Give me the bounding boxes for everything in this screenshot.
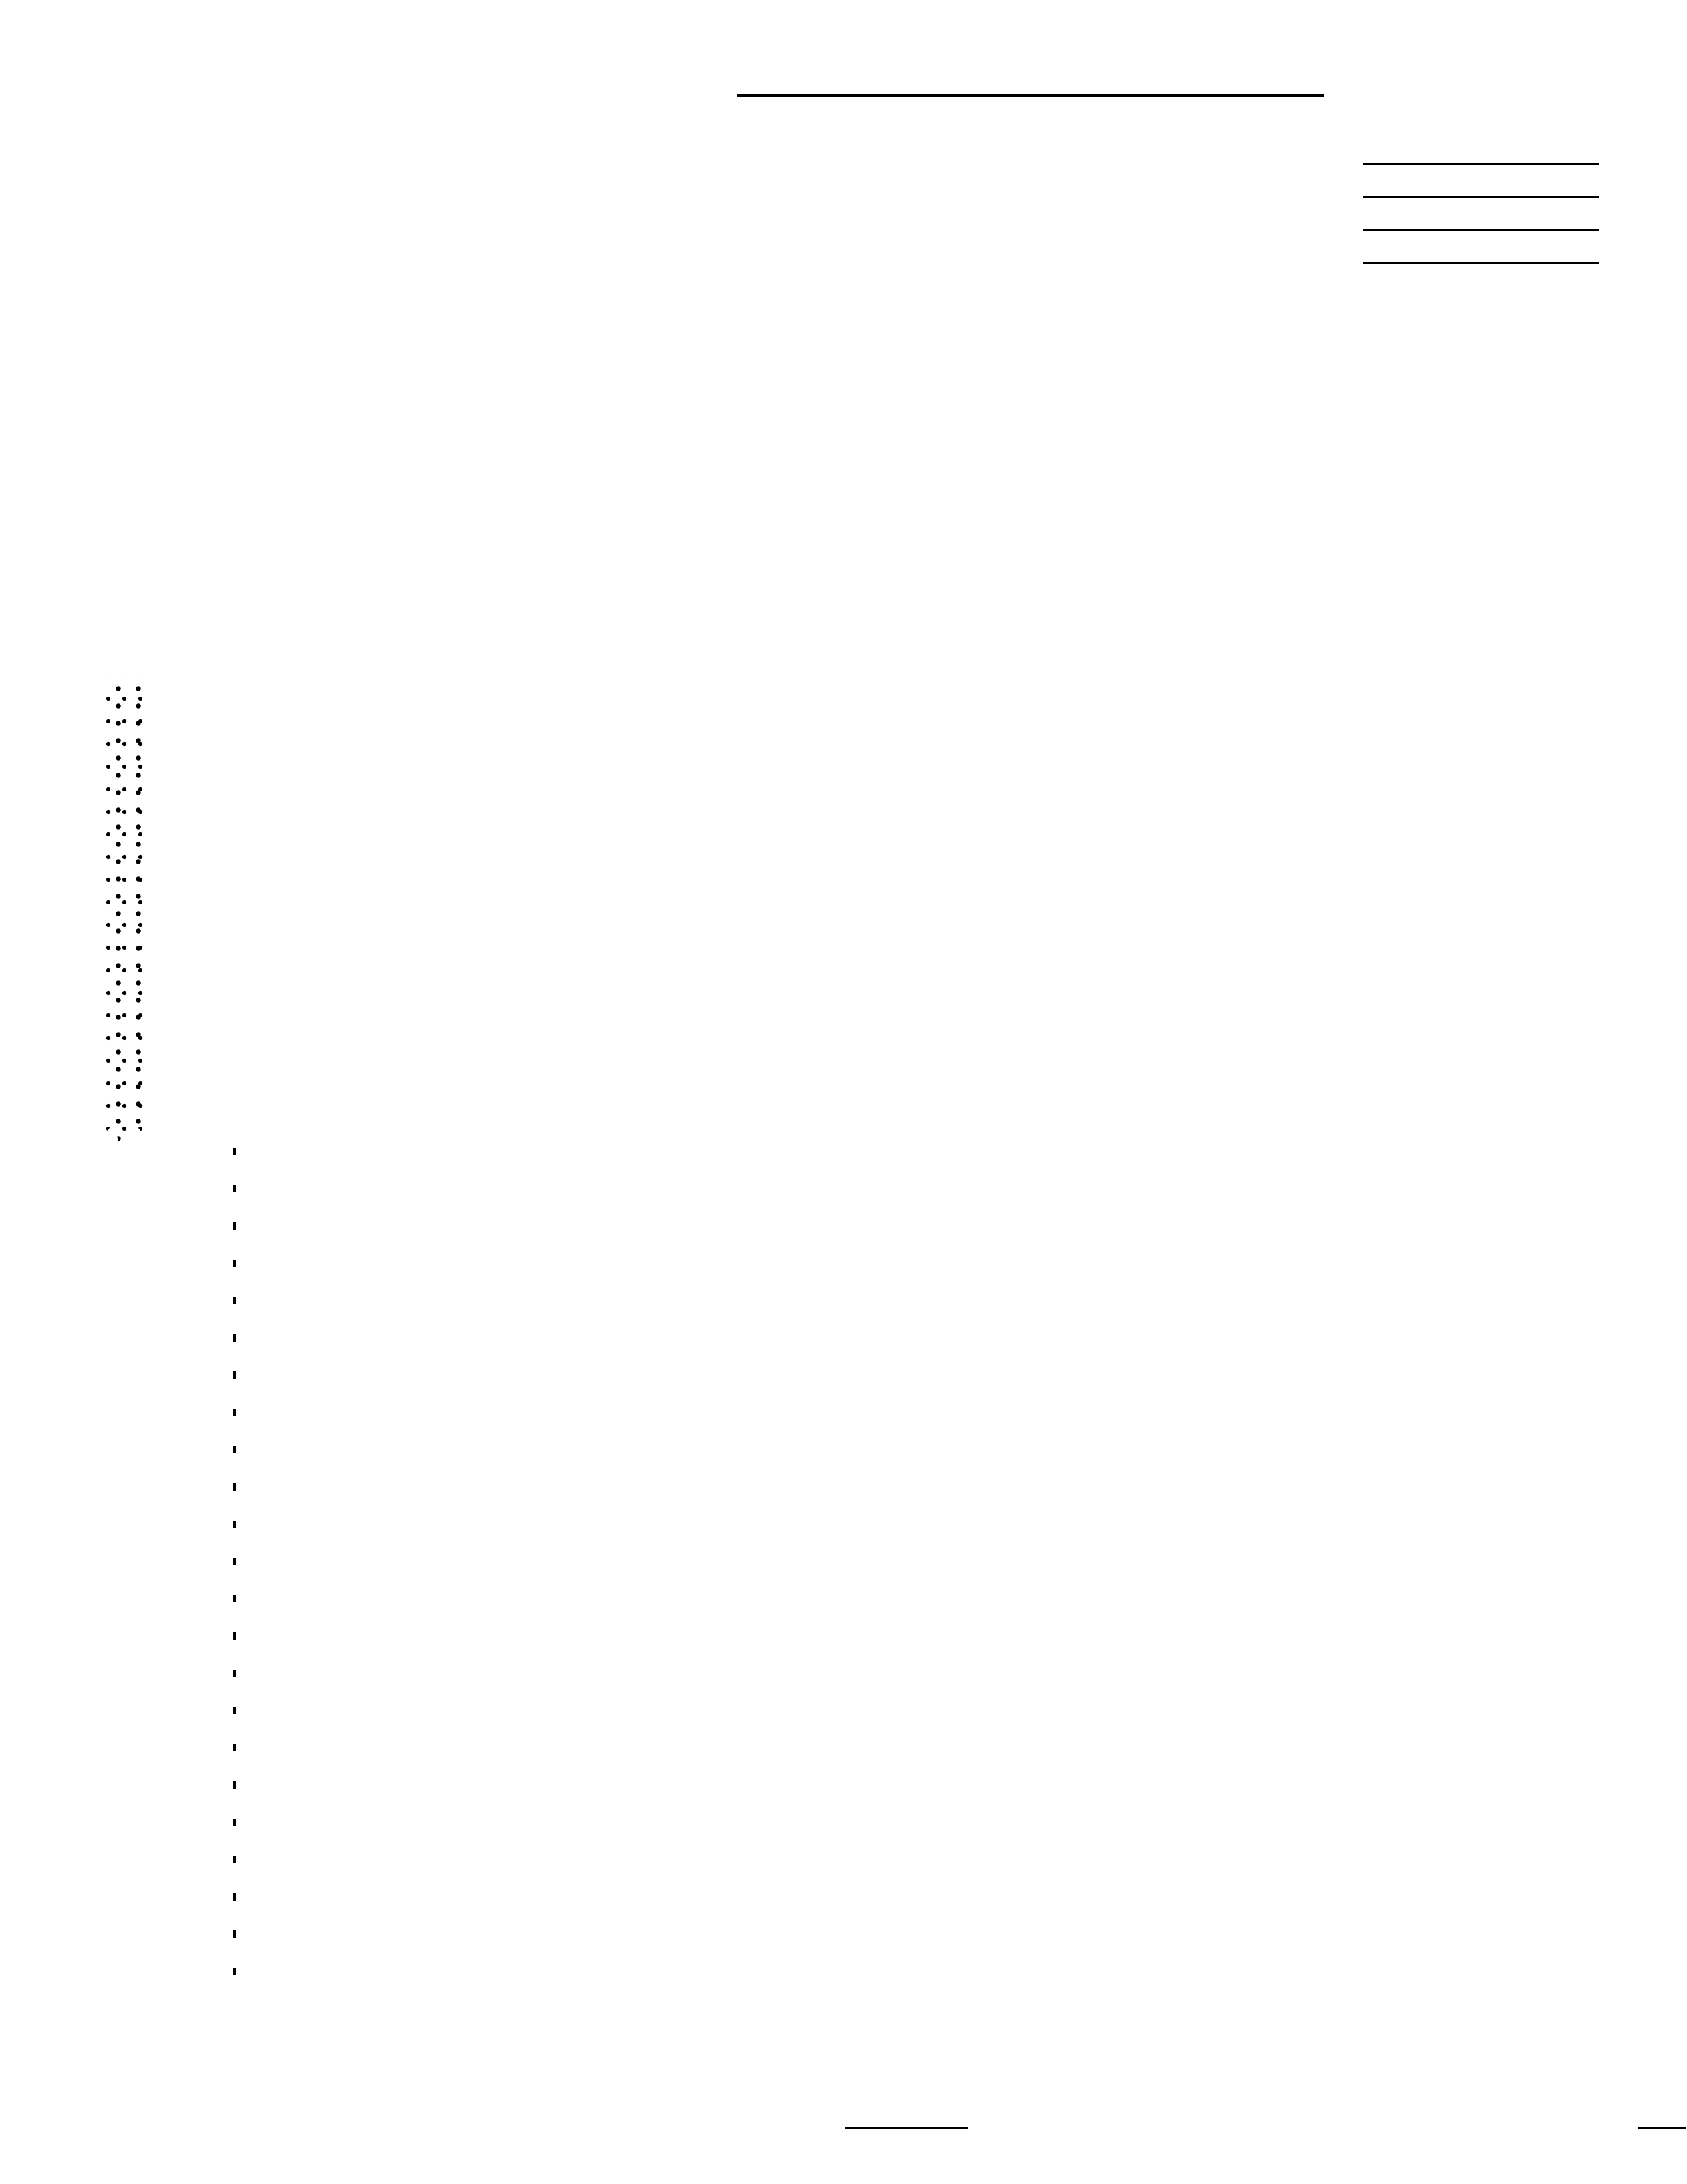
footer-rule-right [1638, 2127, 1686, 2129]
elev-underline [1363, 262, 1599, 264]
title-underline [737, 94, 1324, 97]
date-underline [1363, 229, 1599, 231]
soil-symbol-pattern [106, 678, 146, 1152]
project-no-underline [1363, 163, 1599, 165]
sample-trace-dotted-line [233, 1148, 236, 2003]
boring-no-underline [1363, 196, 1599, 198]
footer-rule-left [845, 2127, 968, 2129]
